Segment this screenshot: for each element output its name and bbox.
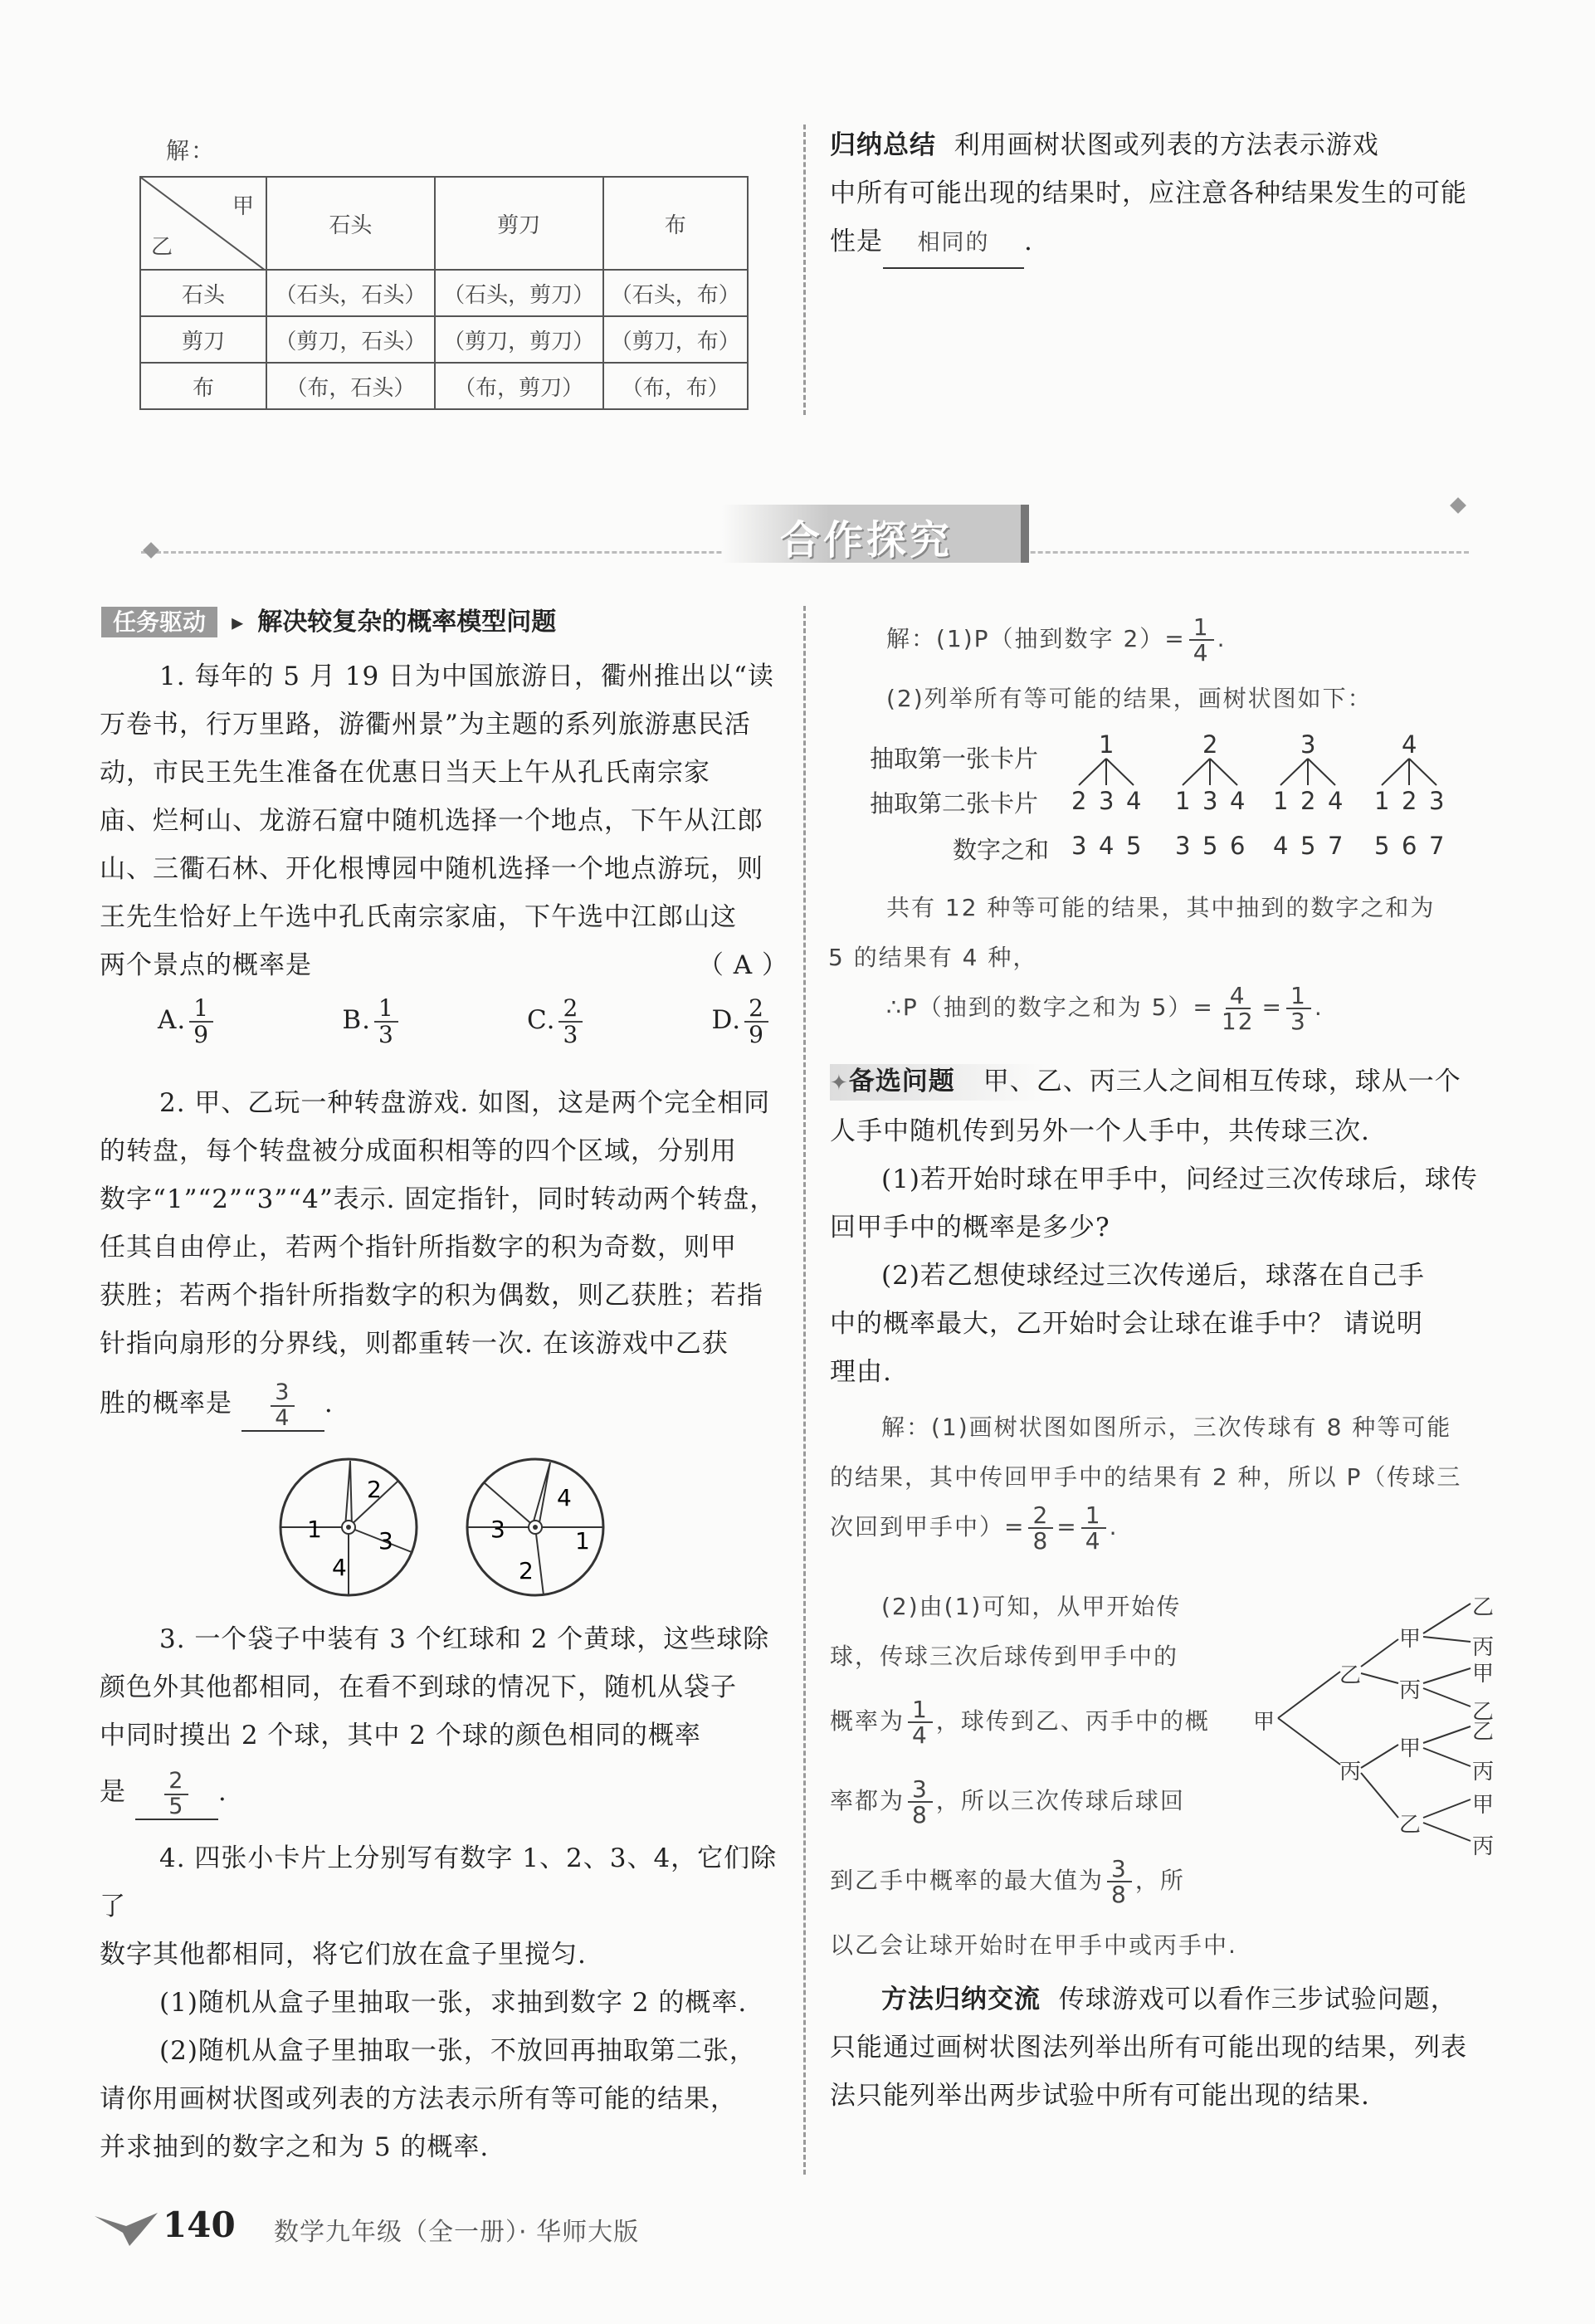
q3-answer: $\frac{2}{5}$	[135, 1770, 218, 1820]
tree-sum: 4	[1273, 832, 1289, 860]
q2-line: 2. 甲、乙玩一种转盘游戏. 如图，这是两个完全相同	[159, 1088, 771, 1118]
table-corner-cell	[140, 177, 266, 270]
spinner-left-label: 1	[307, 1516, 322, 1543]
q1-line: 1. 每年的 5 月 19 日为中国旅游日，衢州推出以“读	[159, 662, 774, 691]
arrow-right-icon: ▸	[232, 608, 244, 636]
q2-line: 获胜；若两个指针所指数字的积为偶数，则乙获胜；若指	[100, 1281, 763, 1311]
tree-level3: 乙	[1472, 1595, 1495, 1620]
column-divider-main	[803, 606, 806, 2175]
q1-options	[158, 996, 772, 1047]
tree-row-label: 抽取第二张卡片	[870, 789, 1039, 818]
table-row	[140, 316, 748, 363]
tree-level3: 甲	[1472, 1793, 1495, 1818]
q4-line: (1)随机从盒子里抽取一张，求抽到数字 2 的概率.	[159, 1988, 748, 2018]
q4-line: 4. 四张小卡片上分别写有数字 1、2、3、4，它们除了	[100, 1843, 778, 1921]
page-number: 140	[163, 2204, 236, 2245]
table-col-header: 布	[603, 177, 748, 270]
question-3: 3. 一个袋子中装有 3 个红球和 2 个黄球，这些球除 颜色外其他都相同，在看不到球的情况下，随机从袋子 中同时摸出 2 个球，其中 2 个球的颜色相同的概率 是 $\frac{2}{5}$ .	[100, 1615, 788, 1820]
table-col-header: 剪刀	[435, 177, 603, 270]
table-cell: （布，石头）	[266, 363, 435, 409]
tree-level3: 甲	[1472, 1662, 1495, 1687]
tree-second-card: 2	[1402, 787, 1417, 815]
q1-line: 两个景点的概率是	[100, 950, 312, 980]
spinner-right-label: 1	[575, 1527, 590, 1555]
tree-second-card: 4	[1126, 787, 1142, 815]
tree-level3: 乙	[1472, 1720, 1495, 1745]
table-cell: （石头，石头）	[266, 270, 435, 316]
tree-sum: 7	[1429, 832, 1445, 860]
tree-sum: 5	[1126, 832, 1142, 860]
q4-line: 并求抽到的数字之和为 5 的概率.	[100, 2132, 490, 2162]
tree-first-card: 1	[1099, 730, 1115, 759]
tree-sum: 6	[1230, 832, 1246, 860]
tree-level2: 甲	[1399, 1736, 1422, 1761]
q3-line: 中同时摸出 2 个球，其中 2 个球的颜色相同的概率	[100, 1721, 701, 1750]
table-cell: （布，布）	[603, 363, 748, 409]
tree-row-label: 抽取第一张卡片	[870, 745, 1039, 773]
spinner-right	[467, 1459, 603, 1595]
question-4	[100, 1834, 788, 2171]
pass-tree	[1253, 1577, 1552, 1876]
tree-sum: 7	[1328, 832, 1344, 860]
task-title: 解决较复杂的概率模型问题	[257, 608, 557, 637]
q3-line: 颜色外其他都相同，在看不到球的情况下，随机从袋子	[100, 1672, 737, 1702]
table-row	[140, 270, 748, 316]
tree-second-card: 2	[1300, 787, 1316, 815]
tree-second-card: 1	[1273, 787, 1289, 815]
q3-line: 是	[100, 1777, 126, 1807]
spinner-right-label: 3	[490, 1516, 505, 1543]
q3-line: 3. 一个袋子中装有 3 个红球和 2 个黄球，这些球除	[159, 1624, 770, 1654]
spinner-left-label: 4	[332, 1554, 347, 1581]
task-tag: 任务驱动	[101, 607, 217, 637]
optional-solution-2: (2)由(1)可知，从甲开始传 球，传球三次后球传到甲手中的 概率为 $\frac{1}{4}$ ，球传到乙、丙手中的概 率都为 $\frac{3}{8}$ ，所以三次传球后球回 到乙手中概率的最大值为 $\frac{3}{8}$ ，所 以乙会让球开始时在甲手中或丙手中.	[830, 1593, 1237, 1959]
q1-line: 山、三衢石林、开化根博园中随机选择一个地点游玩，则	[100, 854, 763, 884]
table-row-header: 剪刀	[140, 316, 266, 363]
q1-line: 王先生恰好上午选中孔氏南宗家庙，下午选中江郎山这	[100, 902, 737, 932]
table-corner-top: 甲	[232, 194, 254, 219]
summary-text: 性是	[830, 227, 883, 256]
spinner-left-label: 3	[378, 1527, 393, 1555]
question-1	[100, 652, 788, 989]
table-row	[140, 363, 748, 409]
method-summary	[830, 1975, 1544, 2120]
spinner-left-label: 2	[367, 1476, 382, 1503]
tree-level2: 丙	[1399, 1678, 1422, 1703]
optional-solution: 解：(1)画树状图如图所示，三次传球有 8 种等可能 的结果，其中传回甲手中的结果有 2 种，所以 P（传球三 次回到甲手中）= $\frac{2}{8}$ = $\frac{1}{4}$ .	[830, 1413, 1462, 1555]
tree-second-card: 3	[1099, 787, 1115, 815]
tree-level2: 甲	[1399, 1627, 1422, 1652]
tree-sum: 3	[1175, 832, 1191, 860]
q1-option-d: D. $\frac{2}{9}$	[712, 996, 772, 1047]
column-divider-top	[803, 124, 806, 415]
optional-line: 理由.	[830, 1357, 892, 1387]
table-cell: （剪刀，剪刀）	[435, 316, 603, 363]
optional-problem	[830, 1057, 1544, 1396]
spinners-figure	[266, 1452, 639, 1602]
summary-answer: 相同的	[883, 219, 1024, 269]
tree-level3: 丙	[1472, 1635, 1495, 1660]
answer-table	[139, 176, 749, 410]
q2-line: 针指向扇形的分界线，则都重转一次. 在该游戏中乙获	[100, 1329, 729, 1359]
spinner-right-label: 2	[519, 1557, 534, 1584]
tree-sum: 5	[1202, 832, 1218, 860]
q2-answer: $\frac{3}{4}$	[241, 1381, 324, 1432]
summary-block	[830, 121, 1544, 269]
q2-line: 的转盘，每个转盘被分成面积相等的四个区域，分别用	[100, 1136, 737, 1166]
sparkle-icon: ✦	[830, 1071, 849, 1096]
tree-row-label: 数字之和	[953, 836, 1050, 864]
sol4-final: ∴P（抽到的数字之和为 5）= $\frac{4}{12}$ = $\frac{1}{3}$ .	[886, 981, 1324, 1035]
tree-second-card: 3	[1202, 787, 1218, 815]
tree-sum: 3	[1071, 832, 1087, 860]
q4-line: 数字其他都相同，将它们放在盒子里搅匀.	[100, 1940, 587, 1970]
q1-line: 万卷书，行万里路，游衢州景”为主题的系列旅游惠民活	[100, 710, 751, 740]
tree-second-card: 3	[1429, 787, 1445, 815]
card-tree-lines	[870, 730, 1575, 872]
summary-text: 中所有可能出现的结果时，应注意各种结果发生的可能	[830, 178, 1467, 208]
footer-wing-icon	[93, 2208, 159, 2249]
tree-second-card: 4	[1230, 787, 1246, 815]
summary-text: 利用画树状图或列表的方法表示游戏	[954, 130, 1379, 160]
q2-line: 胜的概率是	[100, 1389, 232, 1418]
method-text: 只能通过画树状图法列举出所有可能出现的结果，列表	[830, 2033, 1467, 2063]
q1-option-a: A. $\frac{1}{9}$	[158, 996, 217, 1047]
optional-line: (2)若乙想使球经过三次传递后，球落在自己手	[881, 1261, 1425, 1291]
table-cell: （石头，布）	[603, 270, 748, 316]
table-cell: （石头，剪刀）	[435, 270, 603, 316]
tree-first-card: 3	[1300, 730, 1316, 759]
tree-first-card: 2	[1202, 730, 1218, 759]
table-row-header: 布	[140, 363, 266, 409]
tree-level1: 乙	[1339, 1663, 1362, 1688]
q4-line: 请你用画树状图或列表的方法表示所有等可能的结果，	[100, 2084, 737, 2114]
method-text: 法只能列举出两步试验中所有可能出现的结果.	[830, 2081, 1370, 2111]
tree-sum: 5	[1374, 832, 1390, 860]
tree-second-card: 1	[1175, 787, 1191, 815]
q2-line: 数字“1”“2”“3”“4”表示. 固定指针，同时转动两个转盘，	[100, 1184, 777, 1214]
tree-second-card: 2	[1071, 787, 1087, 815]
section-banner	[722, 505, 1029, 563]
tree-first-card: 4	[1402, 730, 1417, 759]
table-corner-bottom: 乙	[151, 235, 173, 260]
q1-option-c: C. $\frac{2}{3}$	[527, 996, 586, 1047]
banner-diamond-right	[1450, 497, 1466, 514]
spinner-right-label: 4	[557, 1484, 572, 1511]
q4-line: (2)随机从盒子里抽取一张，不放回再抽取第二张，	[159, 2036, 756, 2066]
q1-line: 庙、烂柯山、龙游石窟中随机选择一个地点，下午从江郎	[100, 806, 763, 836]
q1-answer: （ A ）	[697, 950, 788, 980]
tree-level2: 乙	[1399, 1813, 1422, 1838]
q1-option-b: B. $\frac{1}{3}$	[342, 996, 401, 1047]
task-header	[101, 601, 556, 637]
tree-level3: 丙	[1472, 1834, 1495, 1859]
optional-line: (1)若开始时球在甲手中，问经过三次传球后，球传	[881, 1164, 1478, 1194]
card-tree	[870, 730, 1575, 872]
sol4-result: 共有 12 种等可能的结果，其中抽到的数字之和为 5 的结果有 4 种，	[828, 894, 1436, 971]
section-banner-title: 合作探究	[780, 517, 954, 564]
tree-sum: 6	[1402, 832, 1417, 860]
optional-line: 人手中随机传到另外一个人手中，共传球三次.	[830, 1116, 1370, 1146]
tree-sum: 4	[1099, 832, 1115, 860]
book-title: 数学九年级（全一册）· 华师大版	[274, 2218, 640, 2247]
tree-level3: 乙	[1472, 1700, 1495, 1725]
table-cell: （剪刀，布）	[603, 316, 748, 363]
method-text: 传球游戏可以看作三步试验问题，	[1058, 1985, 1457, 2014]
method-label: 方法归纳交流	[881, 1985, 1041, 2014]
summary-label: 归纳总结	[830, 130, 936, 160]
table-col-header: 石头	[266, 177, 435, 270]
sol4-part2: (2)列举所有等可能的结果，画树状图如下：	[886, 685, 1373, 712]
optional-tag: 备选问题	[848, 1067, 955, 1096]
solution-label-top: 解：	[166, 137, 217, 164]
question-2: 2. 甲、乙玩一种转盘游戏. 如图，这是两个完全相同 的转盘，每个转盘被分成面积相等的四个区域，分别用 数字“1”“2”“3”“4”表示. 固定指针，同时转动两个转盘， 任其自由停止，若两个指针所指数字的积为奇数，则甲 获胜；若两个指针所指数字的积为偶数，则乙获胜；若指 针指向扇形的分界线，则都重转一次. 在该游戏中乙获 胜的概率是 $\frac{3}{4}$ .	[100, 1079, 788, 1432]
tree-sum: 5	[1300, 832, 1316, 860]
optional-line: 中的概率最大，乙开始时会让球在谁手中？ 请说明	[830, 1309, 1423, 1339]
tree-level1: 丙	[1339, 1760, 1362, 1784]
tree-second-card: 4	[1328, 787, 1344, 815]
summary-text: .	[1024, 227, 1033, 256]
optional-line: 回甲手中的概率是多少?	[830, 1213, 1110, 1243]
optional-line: 甲、乙、丙三人之间相互传球，球从一个	[983, 1067, 1461, 1096]
q1-line: 动，市民王先生准备在优惠日当天上午从孔氏南宗家	[100, 758, 710, 788]
tree-level3: 丙	[1472, 1760, 1495, 1784]
sol4-part1: 解：(1)P（抽到数字 2）= $\frac{1}{4}$ .	[886, 613, 1227, 666]
tree-root: 甲	[1253, 1710, 1276, 1735]
spinner-left	[280, 1459, 417, 1595]
tree-second-card: 1	[1374, 787, 1390, 815]
table-cell: （剪刀，石头）	[266, 316, 435, 363]
table-cell: （布，剪刀）	[435, 363, 603, 409]
banner-diamond-left	[143, 542, 159, 559]
table-row-header: 石头	[140, 270, 266, 316]
q2-line: 任其自由停止，若两个指针所指数字的积为奇数，则甲	[100, 1233, 737, 1262]
